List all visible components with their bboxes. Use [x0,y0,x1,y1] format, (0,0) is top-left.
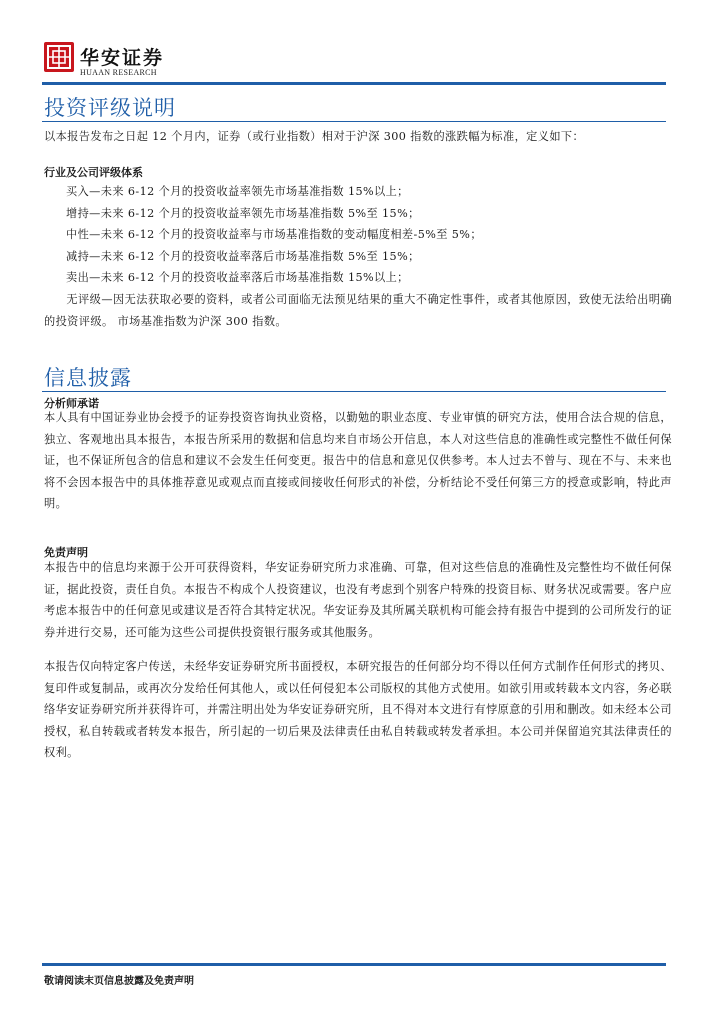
rating-item-underweight: 减持—未来 6-12 个月的投资收益率落后市场基准指数 5%至 15%； [66,249,420,263]
rating-title-rule [42,121,666,122]
disclosure-section-title: 信息披露 [44,366,132,390]
rating-section-title: 投资评级说明 [44,96,176,120]
page-header [44,42,684,82]
rating-unrated-note: 无评级—因无法获取必要的资料，或者公司面临无法预见结果的重大不确定性事件，或者其他原因，致使无法给出明确的投资评级。 市场基准指数为沪深 300 指数。 [44,293,672,328]
disclaimer-paragraph-2: 本报告仅向特定客户传送，未经华安证券研究所书面授权，本研究报告的任何部分均不得以任何方式制作任何形式的拷贝、复印件或复制品，或再次分发给任何其他人，或以任何侵犯本公司版权的其他方式使用。如欲引用或转载本文内容，务必联络华安证券研究所并获得许可，并需注明出处为华安证券研究所，且不得对本文进行有悖原意的引用和删改。如未经本公司授权，私自转载或者转发本报告，所引起的一切后果及法律责任由私自转载或转发者承担。本公司并保留追究其法律责任的权利。 [44,660,672,759]
rating-item-sell: 卖出—未来 6-12 个月的投资收益率落后市场基准指数 15%以上； [66,271,409,284]
disclosure-title-rule [42,391,666,392]
analyst-heading: 分析师承诺 [44,397,99,410]
analyst-statement: 本人具有中国证券业协会授予的证券投资咨询执业资格，以勤勉的职业态度、专业审慎的研究方法，使用合法合规的信息，独立、客观地出具本报告，本报告所采用的数据和信息均来自市场公开信息，本人对这些信息的准确性或完整性不做任何保证，也不保证所包含的信息和建议不会发生任何变更。报告中的信息和意见仅供参考。本人过去不曾与、现在不与、未来也将不会因本报告中的具体推荐意见或观点而直接或间接收任何形式的补偿，分析结论不受任何第三方的授意或影响，特此声明。 [44,411,672,510]
disclaimer-paragraph-1: 本报告中的信息均来源于公开可获得资料，华安证券研究所力求准确、可靠，但对这些信息的准确性及完整性均不做任何保证，据此投资，责任自负。本报告不构成个人投资建议，也没有考虑到个别客户特殊的投资目标、财务状况或需要。客户应考虑本报告中的任何意见或建议是否符合其特定状况。华安证券及其所属关联机构可能会持有报告中提到的公司所发行的证券并进行交易，还可能为这些公司提供投资银行服务或其他服务。 [44,561,672,639]
footer-divider [42,963,666,966]
brand-name: 华安证券 [80,47,165,69]
rating-item-buy: 买入—未来 6-12 个月的投资收益率领先市场基准指数 15%以上； [66,185,409,198]
header-divider [42,82,666,85]
footer-note: 敬请阅读末页信息披露及免责声明 [44,976,194,987]
brand-subtitle: HUAAN RESEARCH [80,68,157,77]
rating-item-overweight: 增持—未来 6-12 个月的投资收益率领先市场基准指数 5%至 15%； [66,206,420,220]
rating-system-heading: 行业及公司评级体系 [44,166,143,179]
rating-item-neutral: 中性—未来 6-12 个月的投资收益率与市场基准指数的变动幅度相差-5%至 5%； [66,228,482,241]
huaan-seal-logo [44,42,74,72]
rating-intro: 以本报告发布之日起 12 个月内，证券（或行业指数）相对于沪深 300 指数的涨跌幅为标准，定义如下： [44,130,585,143]
disclaimer-heading: 免责声明 [44,546,88,559]
rating-list [66,181,666,289]
